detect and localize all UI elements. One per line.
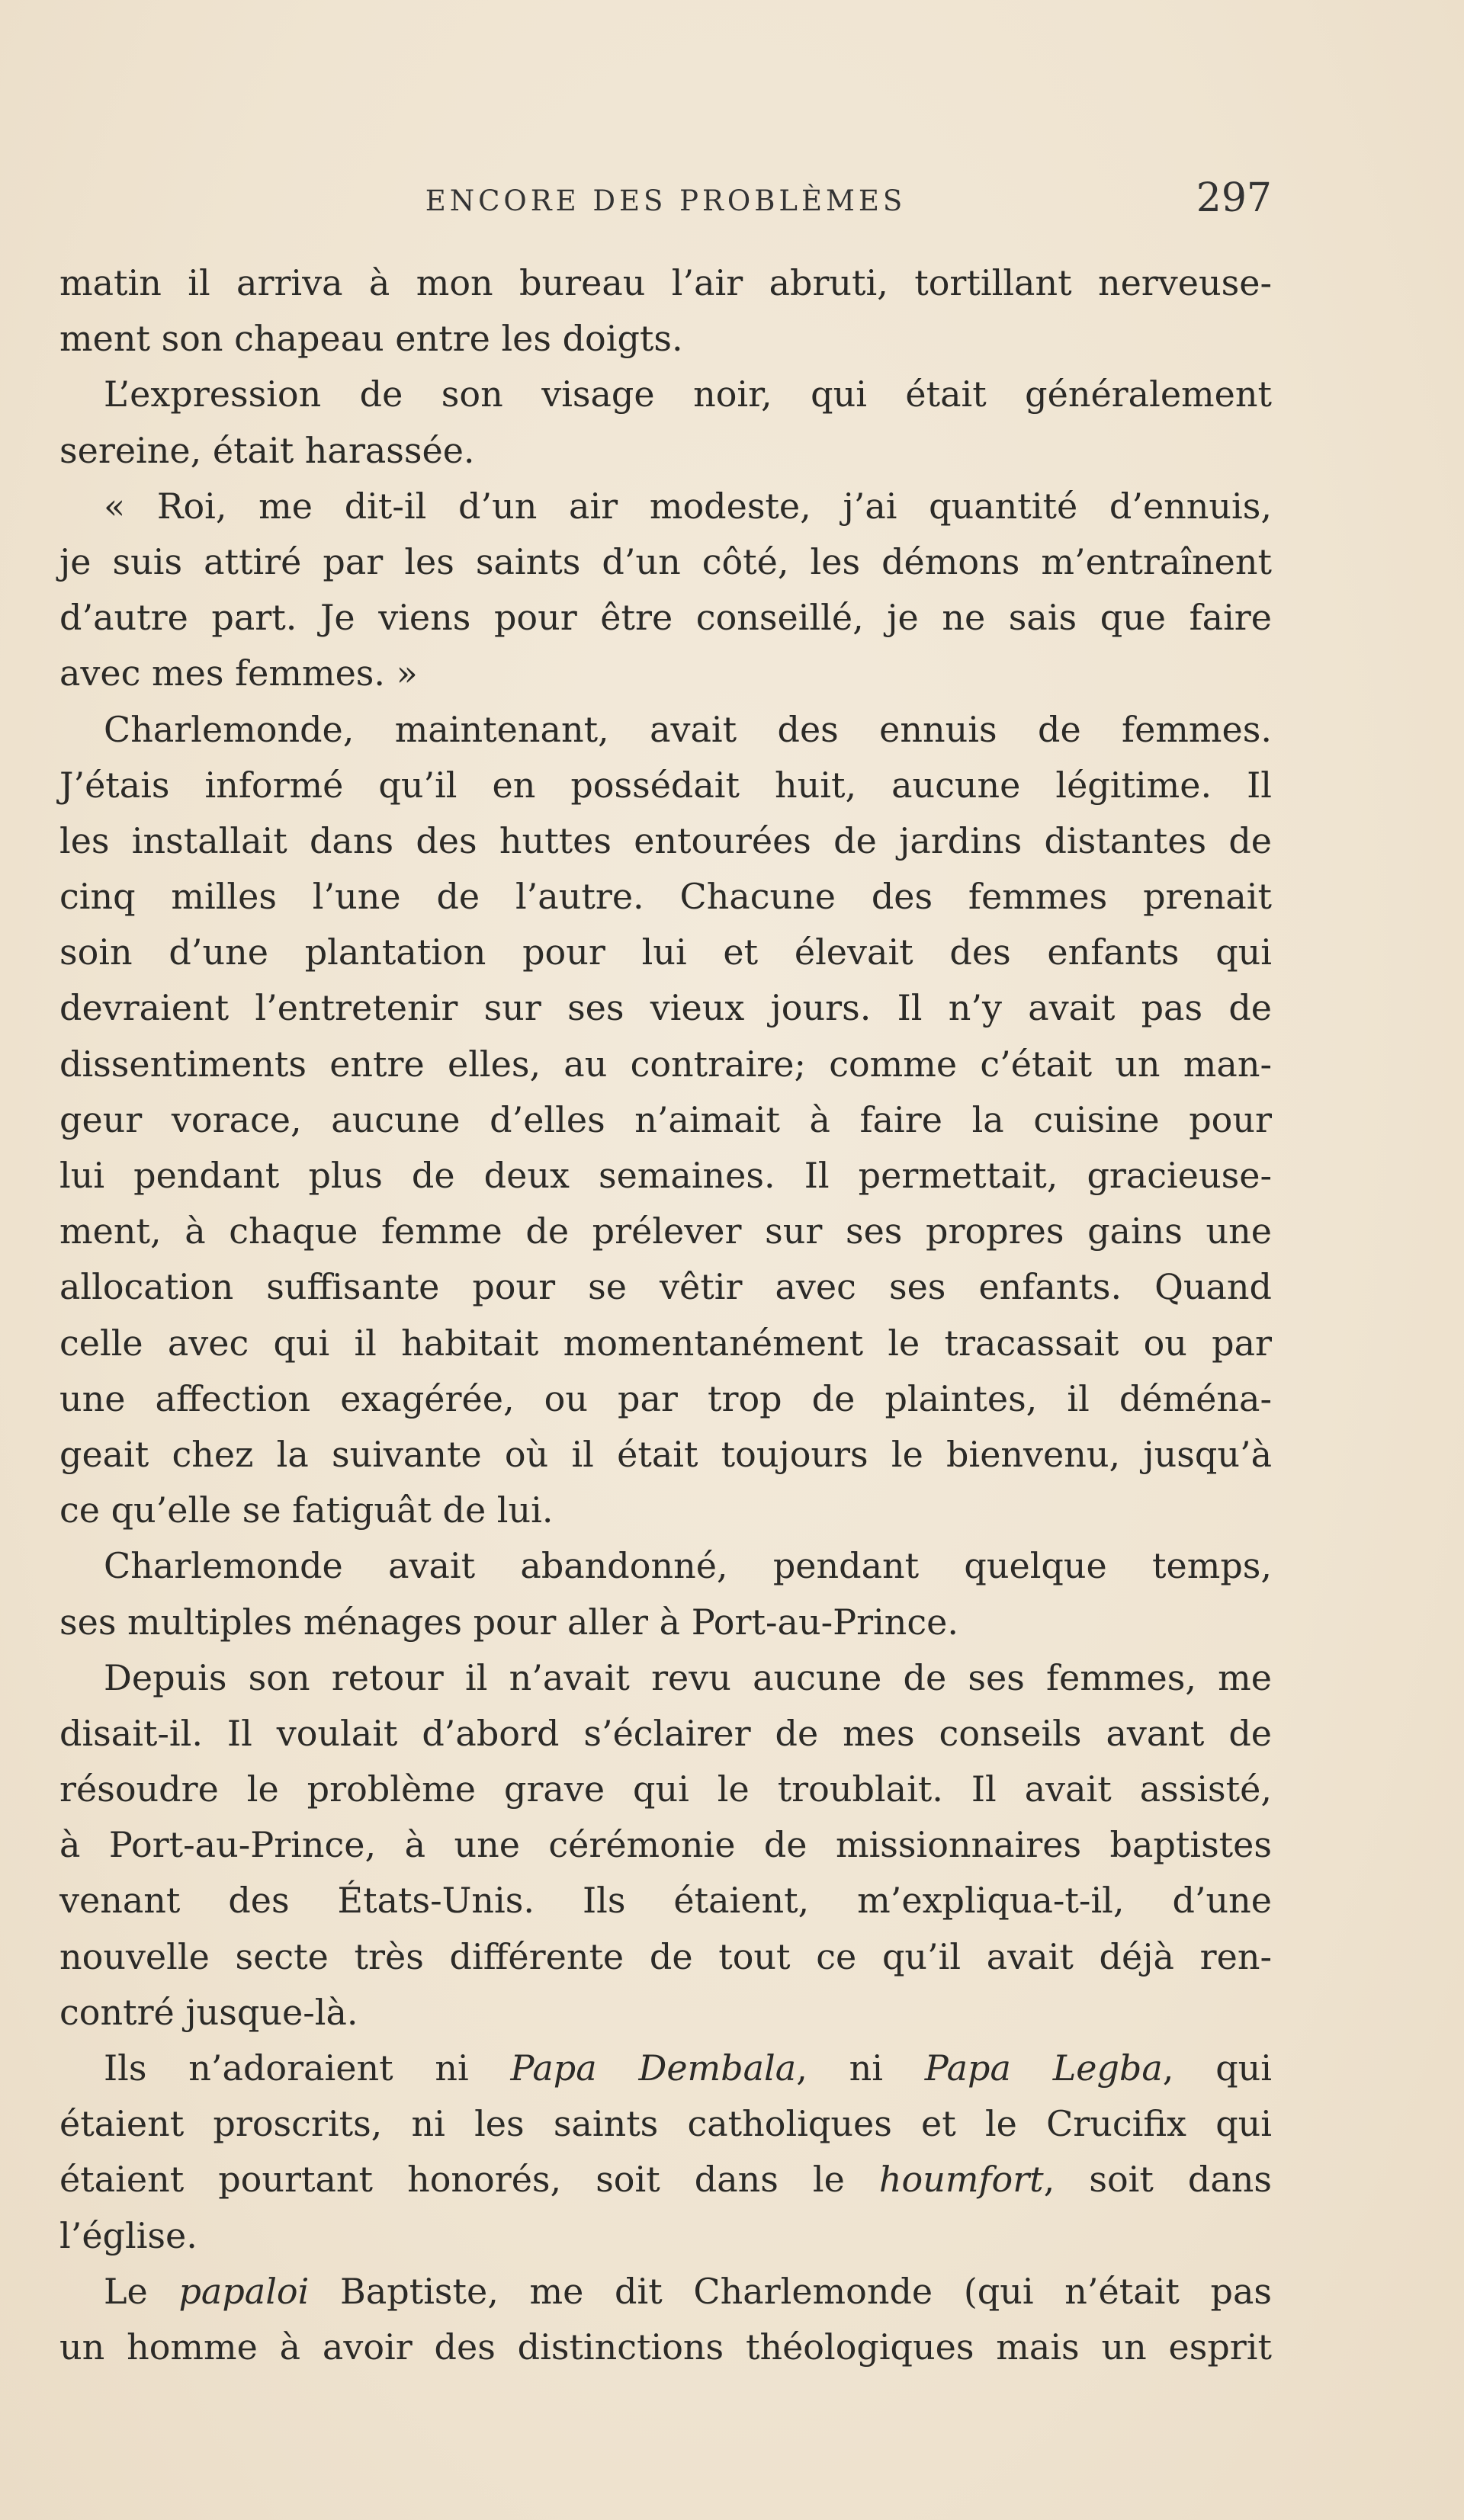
text-line: ce qu’elle se fatiguât de lui. [59,1489,554,1531]
text-line: résoudre le problème grave qui le troublait. Il avait assisté, [59,1768,1272,1810]
text-line: disait-il. Il voulait d’abord s’éclairer de mes conseils avant de [59,1712,1272,1754]
text-line [59,2152,1272,2207]
text-line: les installait dans des huttes entourées de jardins distantes de [59,819,1272,861]
page-number: 297 [1196,175,1272,221]
text-segment: étaient pourtant honorés, soit dans le [59,2159,879,2201]
text-line: matin il arriva à mon bureau l’air abruti, tortillant nerveuse- [59,262,1272,303]
text-line: geur vorace, aucune d’elles n’aimait à faire la cuisine pour [59,1098,1272,1140]
text-line: allocation suffisante pour se vêtir avec ses enfants. Quand [59,1266,1272,1308]
text-line: sereine, était harassée. [59,429,475,471]
text-line: nouvelle secte très différente de tout ce qu’il avait déjà ren- [59,1935,1272,1977]
text-line: L’expression de son visage noir, qui était généralement [104,374,1272,415]
text-segment: Ils n’adoraient ni [104,2047,511,2089]
italic-term: papaloi [178,2270,310,2312]
text-line: ment, à chaque femme de prélever sur ses propres gains une [59,1210,1272,1252]
italic-term: Papa Legba [924,2047,1163,2089]
text-line: venant des États-Unis. Ils étaient, m’expliqua-t-il, d’une [59,1880,1272,1922]
text-line: dissentiments entre elles, au contraire; comme c’était un man- [59,1043,1272,1085]
text-line: l’église. [59,2214,197,2256]
text-line: je suis attiré par les saints d’un côté, les démons m’entraînent [59,540,1272,582]
text-line: Depuis son retour il n’avait revu aucune de ses femmes, me [104,1656,1272,1698]
text-segment: , ni [796,2047,925,2089]
text-line: geait chez la suivante où il était toujours le bienvenu, jusqu’à [59,1433,1272,1475]
text-line [59,2264,1272,2320]
running-head [59,175,1272,236]
text-line: contré jusque-là. [59,1991,358,2033]
text-line: devraient l’entretenir sur ses vieux jours. Il n’y avait pas de [59,987,1272,1029]
text-segment: , soit dans [1043,2159,1273,2201]
text-line: soin d’une plantation pour lui et élevait des enfants qui [59,931,1272,973]
text-segment: Baptiste, me dit Charlemonde (qui n’était pas [309,2270,1272,2312]
italic-term: houmfort [878,2159,1044,2201]
text-line: celle avec qui il habitait momentanément le tracassait ou par [59,1322,1272,1364]
text-line: lui pendant plus de deux semaines. Il permettait, gracieuse- [59,1155,1272,1196]
text-line: une affection exagérée, ou par trop de plaintes, il déména- [59,1377,1272,1419]
italic-term: Papa Dembala [510,2047,797,2089]
text-line: à Port-au-Prince, à une cérémonie de missionnaires baptistes [59,1824,1272,1866]
text-line: cinq milles l’une de l’autre. Chacune des femmes prenait [59,876,1272,918]
text-line: Charlemonde avait abandonné, pendant quelque temps, [104,1545,1272,1587]
text-line: avec mes femmes. » [59,652,418,694]
text-line [59,2041,1272,2096]
text-line: « Roi, me dit-il d’un air modeste, j’ai quantité d’ennuis, [104,485,1272,527]
text-line: un homme à avoir des distinctions théologiques mais un esprit [59,2326,1272,2368]
text-line: d’autre part. Je viens pour être conseillé, je ne sais que faire [59,597,1272,639]
text-line: J’étais informé qu’il en possédait huit, aucune légitime. Il [59,764,1272,806]
text-line: ses multiples ménages pour aller à Port-au-Prince. [59,1601,958,1643]
body-text [59,255,1272,2375]
text-segment: Le [104,2270,179,2312]
text-segment: , qui [1162,2047,1272,2089]
text-line: ment son chapeau entre les doigts. [59,318,683,360]
text-line: Charlemonde, maintenant, avait des ennuis de femmes. [104,708,1272,750]
running-title: ENCORE DES PROBLÈMES [425,184,907,217]
text-line: étaient proscrits, ni les saints catholiques et le Crucifix qui [59,2103,1272,2145]
